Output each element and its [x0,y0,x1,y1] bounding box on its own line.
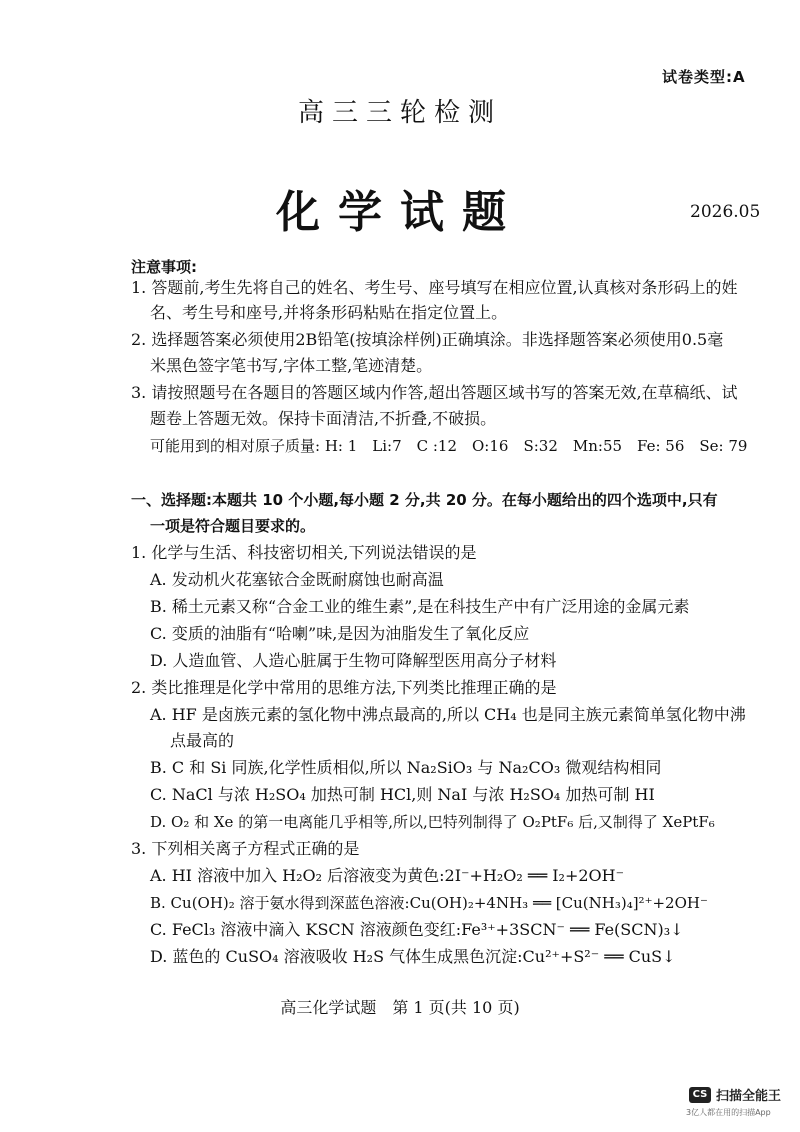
notice-line-1: 1. 答题前,考生先将自己的姓名、考生号、座号填写在相应位置,认真核对条形码上的姓 [131,278,738,297]
question-1-option-d: D. 人造血管、人造心脏属于生物可降解型医用高分子材料 [150,651,557,670]
scanner-logo-icon: CS [689,1087,711,1103]
notice-line-4: 米黑色签字笔书写,字体工整,笔迹清楚。 [150,356,433,375]
scanner-tagline: 3亿人都在用的扫描App [686,1108,771,1117]
question-3-option-b: B. Cu(OH)₂ 溶于氨水得到深蓝色溶液:Cu(OH)₂+4NH₃ ══ [Cu(NH₃)₄]²⁺+2OH⁻ [150,894,708,912]
question-3-stem: 3. 下列相关离子方程式正确的是 [131,839,360,858]
section-heading-line-1: 一、选择题:本题共 10 个小题,每小题 2 分,共 20 分。在每小题给出的四个选项中,只有 [131,491,718,509]
exam-date: 2026.05 [690,202,761,222]
scanner-watermark [689,1085,781,1104]
question-2-option-d: D. O₂ 和 Xe 的第一电离能几乎相等,所以,巴特列制得了 O₂PtF₆ 后,又制得了 XePtF₆ [150,813,715,831]
notice-line-5: 3. 请按照题号在各题目的答题区域内作答,超出答题区域书写的答案无效,在草稿纸、试 [131,383,738,402]
question-2-option-c: C. NaCl 与浓 H₂SO₄ 加热可制 HCl,则 NaI 与浓 H₂SO₄ 加热可制 HI [150,785,655,804]
scanner-app-name: 扫描全能王 [716,1089,782,1104]
notice-line-6: 题卷上答题无效。保持卡面清洁,不折叠,不破损。 [150,409,497,428]
question-1-option-c: C. 变质的油脂有“哈喇”味,是因为油脂发生了氧化反应 [150,624,530,643]
question-1-option-b: B. 稀土元素又称“合金工业的维生素”,是在科技生产中有广泛用途的金属元素 [150,597,690,616]
question-3-option-c: C. FeCl₃ 溶液中滴入 KSCN 溶液颜色变红:Fe³⁺+3SCN⁻ ══ Fe(SCN)₃↓ [150,920,684,939]
notice-line-2: 名、考生号和座号,并将条形码粘贴在指定位置上。 [150,303,508,322]
question-2-option-a-cont: 点最高的 [170,731,235,750]
question-2-option-a: A. HF 是卤族元素的氢化物中沸点最高的,所以 CH₄ 也是同主族元素简单氢化物中沸 [150,705,746,724]
question-3-option-a: A. HI 溶液中加入 H₂O₂ 后溶液变为黄色:2I⁻+H₂O₂ ══ I₂+2OH⁻ [150,866,625,885]
notice-line-3: 2. 选择题答案必须使用2B铅笔(按填涂样例)正确填涂。非选择题答案必须使用0.5毫 [131,330,724,349]
question-1-stem: 1. 化学与生活、科技密切相关,下列说法错误的是 [131,543,477,562]
page-footer: 高三化学试题 第 1 页(共 10 页) [280,998,520,1017]
paper-type-label: 试卷类型:A [662,68,746,86]
question-2-option-b: B. C 和 Si 同族,化学性质相似,所以 Na₂SiO₃ 与 Na₂CO₃ 微观结构相同 [150,758,662,777]
notice-heading: 注意事项: [131,258,197,276]
question-1-option-a: A. 发动机火花塞铱合金既耐腐蚀也耐高温 [150,570,444,589]
subject-title: 化学试题 [276,187,524,238]
question-2-stem: 2. 类比推理是化学中常用的思维方法,下列类比推理正确的是 [131,678,557,697]
question-3-option-d: D. 蓝色的 CuSO₄ 溶液吸收 H₂S 气体生成黑色沉淀:Cu²⁺+S²⁻ ══ CuS↓ [150,947,676,966]
atomic-mass-line: 可能用到的相对原子质量: H: 1 Li:7 C :12 O:16 S:32 Mn:55 Fe: 56 Se: 79 [150,437,748,455]
exam-series-title: 高三三轮检测 [297,98,502,128]
section-heading-line-2: 一项是符合题目要求的。 [150,517,316,535]
